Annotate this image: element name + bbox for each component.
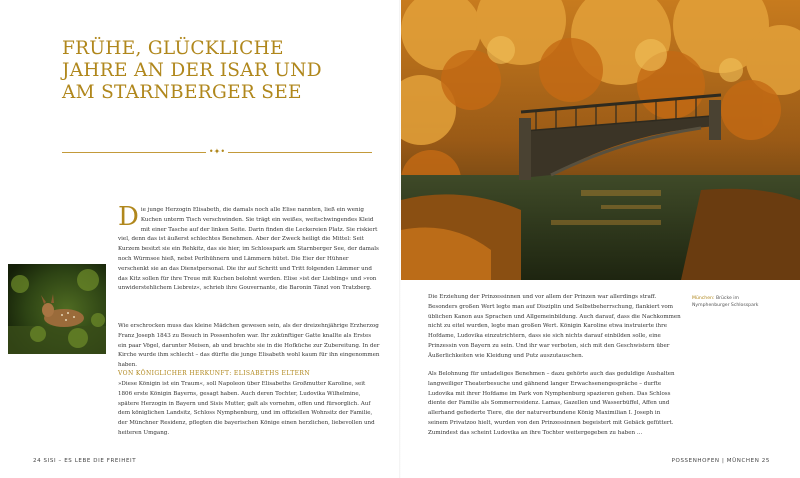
park-bridge-photo: [401, 0, 800, 280]
title-line-2: JAHRE AN DER ISAR UND: [62, 60, 322, 81]
fawn-photo: [8, 264, 106, 354]
paragraph-royal-origin: »Diese Königin ist ein Traum«, soll Napoleon über Elisabeths Großmutter Karoline, seit 1806 erste Königin Bayerns, gesagt haben. Auch deren Tochter, Ludovika Wilhelmine, spätere Herzogin in Bayern und Sisis Mutter, galt als vornehm, offen und fürsorglich. Auf dem königlichen Landsitz, Schloss Nymphenburg, und im offiziellen Wohnsitz der Familie, der Münchner Residenz, pflegten die bayerischen Könige einen herzlichen, liebevollen und heiteren Umgang.: [118, 381, 375, 436]
folio-right: POSSENHOFEN | MÜNCHEN 25: [671, 458, 770, 464]
photo-caption: [692, 295, 774, 309]
drop-cap: D: [118, 202, 139, 232]
paragraph-intro: [118, 202, 380, 294]
caption-text: Brücke im Nymphenburger Schlosspark: [692, 296, 759, 308]
fawn-photo-graphic: [8, 264, 106, 354]
folio-left: 24 SISI – ES LEBE DIE FREIHEIT: [33, 458, 137, 464]
ornament-line-left: [62, 152, 206, 153]
chapter-title: [62, 38, 362, 104]
paragraph-intro-text: ie junge Herzogin Elisabeth, die damals noch alle Elise nannten, ließ ein wenig Kuchen unterm Tisch verschwinden. Sie trägt ein weißes, weitschwingendes Kleid mit einer Tasche auf der linken Seite. Darin finden die Leckereien Platz. Sie riskiert viel, denn das ist äußerst schlechtes Benehmen. Aber der Zweck heiligt die Mittel: Seit Kurzem besitzt sie ein Rehkitz, das sie hier, im Schlosspark am Starnberger See, der damals noch Würmsee hieß, nebst Perlhühnern und Lämmern hütet. Die Eier der Hühner verschenkt sie an das Dienstpersonal. Die ihr auf Schritt und Tritt folgenden Lämmer und das Kitz sollen für ihre Treue mit Kuchen belohnt werden. Elise »ist der Liebling« und »von unwiderstehlichem Liebreiz«, schrieb ihre Gouvernante, die Baronin Tänzl von Tratzberg.: [118, 207, 379, 292]
paragraph-franz-joseph: Wie erschrocken muss das kleine Mädchen gewesen sein, als der dreizehnjährige Erzherzog Franz Joseph 1843 zu Besuch in Possenhofen war. Ihr zukünftiger Gatte knallte als Erstes ein paar Vögel, darunter Meisen, ab und brachte sie in die Hofküche zur Zubereitung. In der Kirche wurde ihm schlecht – das dürfte die junge Elisabeth wohl kaum für ihn eingenommen haben.: [118, 323, 380, 369]
paragraph-reward: Als Belohnung für untadeliges Benehmen – dazu gehörte auch das geduldige Aushalten langweiliger Theaterbesuche und gähnend langer Erwachsenengespräche – durfte Ludovika mit ihrer Hofdame im Park von Nymphenburg spazieren gehen. Das Schloss diente der Familie als Sommerresidenz. Lamas, Gazellen und Wasserbüffel, Affen und allerhand gefiederte Tiere, die der naturverbundene König Maximilian I. Joseph in seinem Privatzoo hielt, wurden von den Prinzessinnen begeistert mit Gebäck gefüttert. Zumindest das scheint Ludovika an ihre Tochter weitergegeben zu haben …: [428, 371, 675, 436]
caption-place: München:: [692, 296, 715, 301]
paragraph-education: Die Erziehung der Prinzessinnen und vor allem der Prinzen war allerdings straff. Besonders großen Wert legte man auf Disziplin und Selbstbeherrschung, flankiert vom üblichen Kanon aus Sprachen und Allgemeinbildung. Auch darauf, dass die Nachkommen nicht zu eitel wurden, legte man großen Wert. Königin Karoline etwa instruierte ihre Hofdame, Ludovika einzutrichtern, dass sie sich nichts darauf einbilden solle, eine Prinzessin von Bayern zu sein. Und ihr war verboten, sich mit den Geschwistern über Äußerlichkeiten wie Kleidung und Putz auszutauschen.: [428, 294, 681, 359]
section-heading: VON KÖNIGLICHER HERKUNFT: ELISABETHS ELTERN: [118, 370, 310, 377]
title-line-3: AM STARNBERGER SEE: [62, 82, 302, 103]
ornament-glyph: •✦•: [208, 147, 226, 156]
title-ornament: [62, 148, 372, 156]
ornament-line-right: [228, 152, 372, 153]
park-bridge-graphic: [401, 0, 800, 280]
title-line-1: FRÜHE, GLÜCKLICHE: [62, 38, 284, 59]
